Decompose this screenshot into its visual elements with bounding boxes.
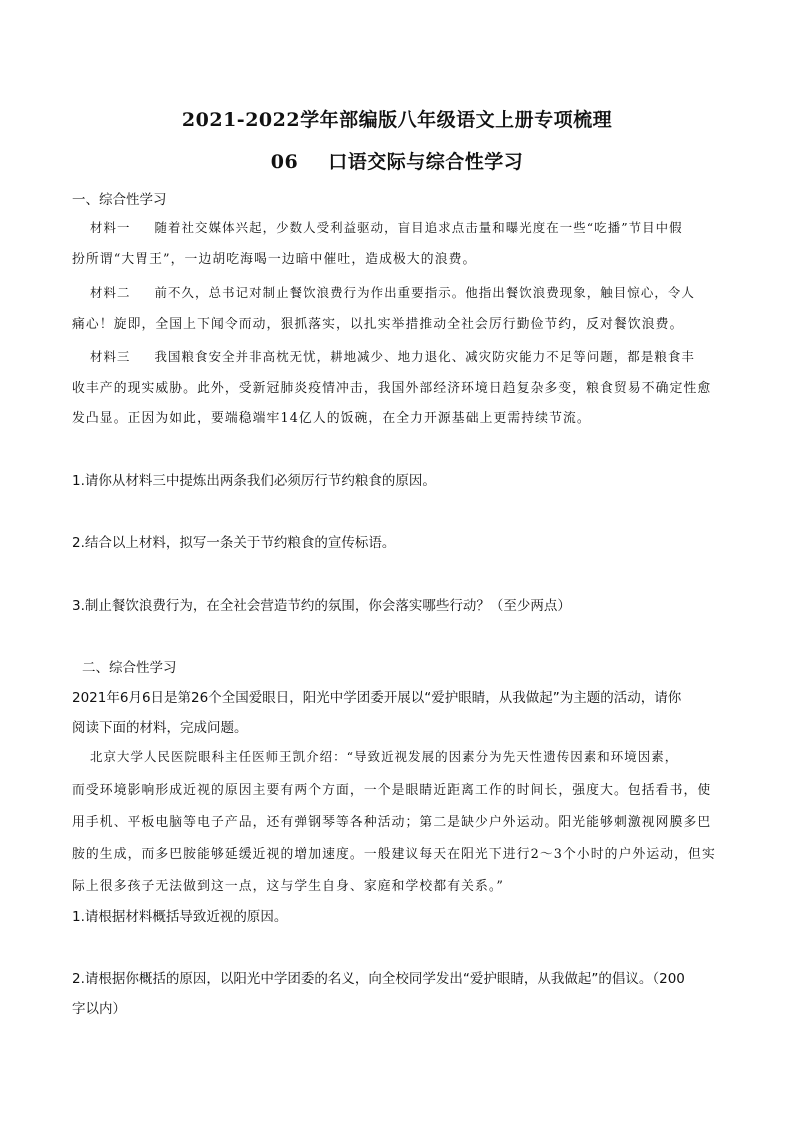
material-3-label: 材料三 <box>90 349 131 364</box>
section1-heading: 一、综合性学习 <box>72 192 167 208</box>
section2-intro-line-2: 阅读下面的材料，完成问题。 <box>72 720 248 736</box>
section2-question-2-line-2: 字以内） <box>72 1001 126 1017</box>
document-title: 2021-2022学年部编版八年级语文上册专项梳理 <box>181 109 613 131</box>
material-1-line-2: 扮所谓“大胃王”，一边胡吃海喝一边暗中催吐，造成极大的浪费。 <box>72 252 477 267</box>
material-1-line-1: 材料一 随着社交媒体兴起，少数人受利益驱动，盲目追求点击量和曝光度在一些“吃播”节目中假 <box>90 220 683 235</box>
material-2-label: 材料二 <box>90 285 131 300</box>
section1-question-3: 3.制止餐饮浪费行为，在全社会营造节约的氛围，你会落实哪些行动？（至少两点） <box>72 598 571 614</box>
section2-material-line-5: 际上很多孩子无法做到这一点，这与学生自身、家庭和学校都有关系。” <box>72 879 505 894</box>
section2-heading: 二、综合性学习 <box>82 660 177 676</box>
section2-question-2-line-1: 2.请根据你概括的原因，以阳光中学团委的名义，向全校同学发出“爱护眼睛，从我做起”的倡议。（200 <box>72 971 685 987</box>
material-2-line-1: 材料二 前不久，总书记对制止餐饮浪费行为作出重要指示。他指出餐饮浪费现象，触目惊心，令人 <box>90 285 695 300</box>
section2-material-line-4: 胺的生成，而多巴胺能够延缓近视的增加速度。一般建议每天在阳光下进行2～3个小时的户外运动，但实 <box>72 847 716 862</box>
material-3-line-3: 发凸显。正因为如此，要端稳端牢14亿人的饭碗，在全力开源基础上更需持续节流。 <box>72 411 591 426</box>
section1-question-2: 2.结合以上材料，拟写一条关于节约粮食的宣传标语。 <box>72 535 396 551</box>
material-1-label: 材料一 <box>90 220 131 235</box>
section2-intro-line-1: 2021年6月6日是第26个全国爱眼日，阳光中学团委开展以“爱护眼睛，从我做起”为主题的活动，请你 <box>72 690 682 706</box>
section2-material-line-3: 用手机、平板电脑等电子产品，还有弹钢琴等各种活动；第二是缺少户外运动。阳光能够刺激视网膜多巴 <box>72 815 712 830</box>
subtitle-number: 06 <box>270 151 299 173</box>
subtitle-text: 口语交际与综合性学习 <box>328 151 524 173</box>
document-subtitle <box>0 147 794 174</box>
material-3-line-1: 材料三 我国粮食安全并非高枕无忧，耕地减少、地力退化、减灾防灾能力不足等问题，都是粮食丰 <box>90 349 695 364</box>
section1-question-1: 1.请你从材料三中提炼出两条我们必须厉行节约粮食的原因。 <box>72 473 436 489</box>
material-3-line-2: 收丰产的现实威胁。此外，受新冠肺炎疫情冲击，我国外部经济环境日趋复杂多变，粮食贸易不确定性愈 <box>72 381 712 396</box>
section2-question-1: 1.请根据材料概括导致近视的原因。 <box>72 909 288 925</box>
section2-material-line-1: 北京大学人民医院眼科主任医师王凯介绍：“导致近视发展的因素分为先天性遗传因素和环境因素， <box>90 749 679 764</box>
material-2-line-2: 痛心！旋即，全国上下闻令而动，狠抓落实，以扎实举措推动全社会厉行勤俭节约，反对餐饮浪费。 <box>72 317 684 332</box>
section2-material-line-2: 而受环境影响形成近视的原因主要有两个方面，一个是眼睛近距离工作的时间长，强度大。包括看书，使 <box>72 783 712 798</box>
